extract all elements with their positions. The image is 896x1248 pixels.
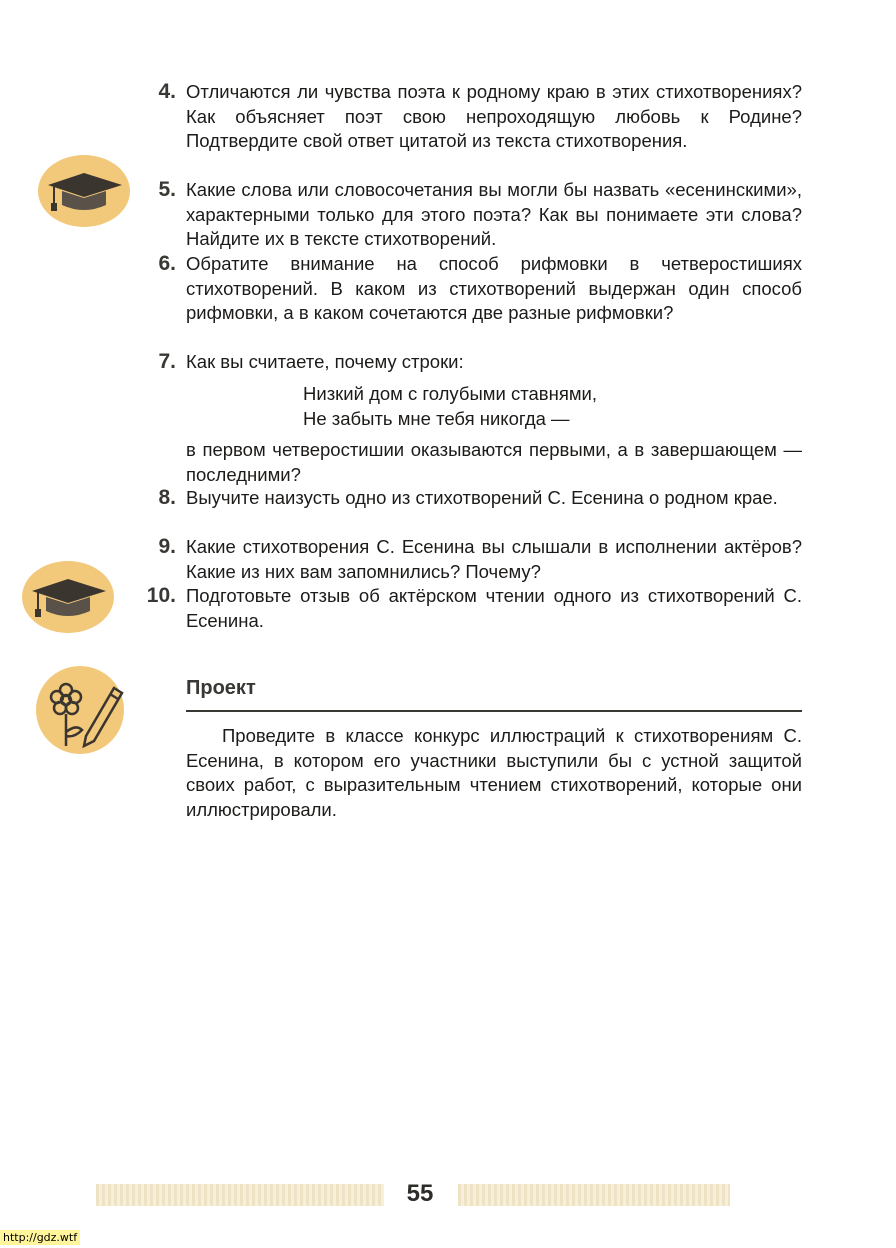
question-9: [158, 535, 802, 584]
graduation-cap-icon: [22, 561, 114, 633]
cap-badge-bottom: [22, 561, 114, 633]
flower-pencil-icon: [36, 666, 124, 754]
question-number: 5.: [158, 178, 176, 201]
source-watermark[interactable]: http://gdz.wtf: [0, 1230, 80, 1245]
poem-quote: [303, 382, 597, 431]
footer-band-left: [96, 1184, 384, 1206]
question-number: 7.: [158, 350, 176, 373]
question-number: 8.: [158, 486, 176, 509]
cap-badge-top: [38, 155, 130, 227]
question-10: [146, 584, 802, 633]
question-7: [158, 350, 802, 375]
question-text: Отличаются ли чувства поэта к родному краю в этих стихотворениях? Как объясняет поэт свою непроходящую любовь к Родине? Подтвердите свой ответ цитатой из текста стихотворения.: [186, 81, 802, 151]
project-heading: Проект: [186, 677, 256, 699]
question-text: Как вы считаете, почему строки:: [186, 351, 464, 372]
page-number: 55: [406, 1180, 434, 1207]
question-5: [158, 178, 802, 252]
question-text: в первом четверостишии оказываются первыми, а в завершающем — последними?: [186, 439, 802, 485]
project-text: Проведите в классе конкурс иллюстраций к стихотворениям С. Есенина, в котором его участники выступили бы с устной защитой своих работ, с выразительным чтением стихотворений, которые они иллюстрировали.: [186, 725, 802, 820]
question-8: [158, 486, 802, 511]
question-number: 6.: [158, 252, 176, 275]
question-text: Подготовьте отзыв об актёрском чтении одного из стихотворений С. Есенина.: [186, 585, 802, 631]
graduation-cap-icon: [38, 155, 130, 227]
project-divider: [186, 710, 802, 712]
poem-line: Не забыть мне тебя никогда —: [303, 407, 570, 429]
question-text: Какие стихотворения С. Есенина вы слышали в исполнении актёров? Какие из них вам запомнились? Почему?: [186, 536, 802, 582]
question-text: Выучите наизусть одно из стихотворений С. Есенина о родном крае.: [186, 487, 778, 508]
question-7-continuation: [186, 438, 802, 487]
question-6: [158, 252, 802, 326]
question-text: Какие слова или словосочетания вы могли бы назвать «есенинскими», характерными только для этого поэта? Как вы понимаете эти слова? Найдите их в тексте стихотворений.: [186, 179, 802, 249]
poem-line: Низкий дом с голубыми ставнями,: [303, 383, 598, 404]
project-badge: [36, 666, 124, 754]
question-number: 10.: [146, 584, 176, 607]
footer-band-right: [458, 1184, 730, 1206]
question-text: Обратите внимание на способ рифмовки в четверостишиях стихотворений. В каком из стихотворений выдержан один способ рифмовки, а в каком сочетаются две разные рифмовки?: [186, 253, 802, 323]
question-number: 9.: [158, 535, 176, 558]
question-4: [158, 80, 802, 154]
question-number: 4.: [158, 80, 176, 103]
